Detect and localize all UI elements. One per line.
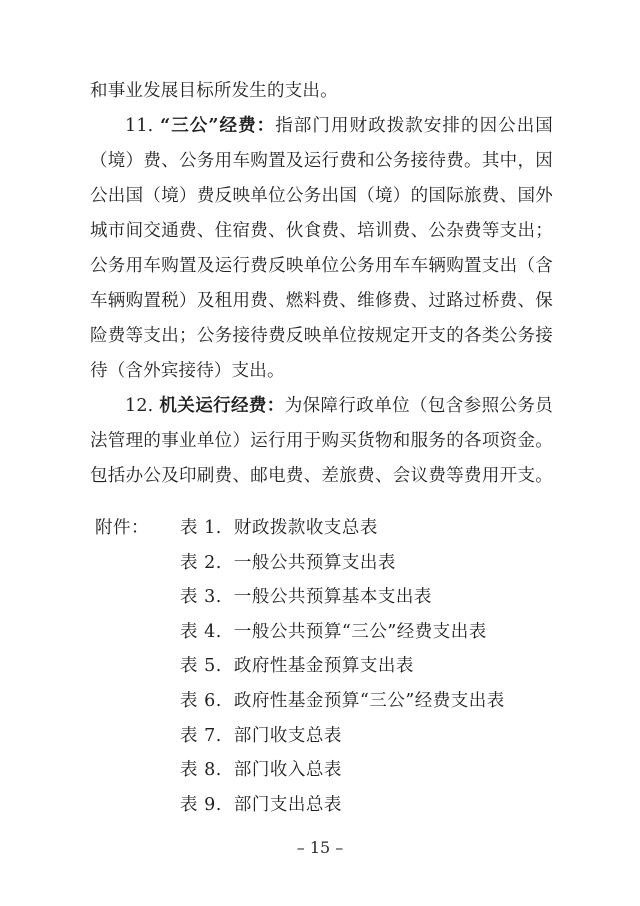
body-text-segment: 11. [125, 116, 161, 136]
attachment-item: 表 5. 政府性基金预算支出表 [180, 656, 414, 677]
body-line [90, 249, 553, 284]
body-text-segment: 为保障行政单位（包含参照公务员 [284, 396, 553, 416]
attachment-item: 表 8. 部门收入总表 [180, 760, 342, 781]
body-line [90, 144, 553, 179]
body-line [90, 319, 553, 354]
body-text-segment: 12. [125, 396, 160, 416]
page-number: – 15 – [296, 838, 344, 857]
body-text-segment: 险费等支出；公务接待费反映单位按规定开支的各类公务接 [90, 326, 553, 346]
body-line [90, 354, 553, 389]
body-line [90, 459, 553, 494]
body-text-segment: 公务用车购置及运行费反映单位公务用车车辆购置支出（含 [90, 256, 553, 276]
body-line [90, 284, 553, 319]
attachment-item: 表 3. 一般公共预算基本支出表 [180, 587, 432, 608]
body-line [90, 179, 553, 214]
body-text-segment: 车辆购置税）及租用费、燃料费、维修费、过路过桥费、保 [90, 291, 553, 311]
body-text [90, 74, 553, 494]
attachments-label: 附件： [95, 518, 149, 538]
body-text-segment: 和事业发展目标所发生的支出。 [90, 81, 338, 101]
attachments-list [180, 511, 575, 822]
term-text: “三公”经费： [160, 116, 276, 136]
attachments-section [95, 511, 575, 822]
attachment-item: 表 1. 财政拨款收支总表 [180, 518, 378, 538]
attachment-item: 表 4. 一般公共预算“三公”经费支出表 [180, 621, 487, 642]
attachment-item: 表 2. 一般公共预算支出表 [180, 552, 396, 573]
body-text-segment: （境）费、公务用车购置及运行费和公务接待费。其中，因 [90, 151, 553, 171]
body-line [90, 74, 553, 109]
body-text-segment: 待（含外宾接待）支出。 [90, 361, 285, 381]
body-line [90, 424, 553, 459]
body-line [90, 109, 553, 144]
attachment-item: 表 9. 部门支出总表 [180, 794, 342, 815]
body-line [90, 214, 553, 249]
term-text: 机关运行经费： [159, 396, 285, 416]
body-text-segment: 包括办公及印刷费、邮电费、差旅费、会议费等费用开支。 [90, 466, 553, 486]
body-text-segment: 指部门用财政拨款安排的因公出国 [275, 116, 553, 136]
body-text-segment: 公出国（境）费反映单位公务出国（境）的国际旅费、国外 [90, 186, 553, 206]
attachment-item: 表 6. 政府性基金预算“三公”经费支出表 [180, 690, 505, 711]
body-text-segment: 法管理的事业单位）运行用于购买货物和服务的各项资金。 [90, 431, 553, 451]
attachment-item: 表 7. 部门收支总表 [180, 725, 342, 746]
body-line [90, 389, 553, 424]
body-text-segment: 城市间交通费、住宿费、伙食费、培训费、公杂费等支出； [90, 221, 553, 241]
